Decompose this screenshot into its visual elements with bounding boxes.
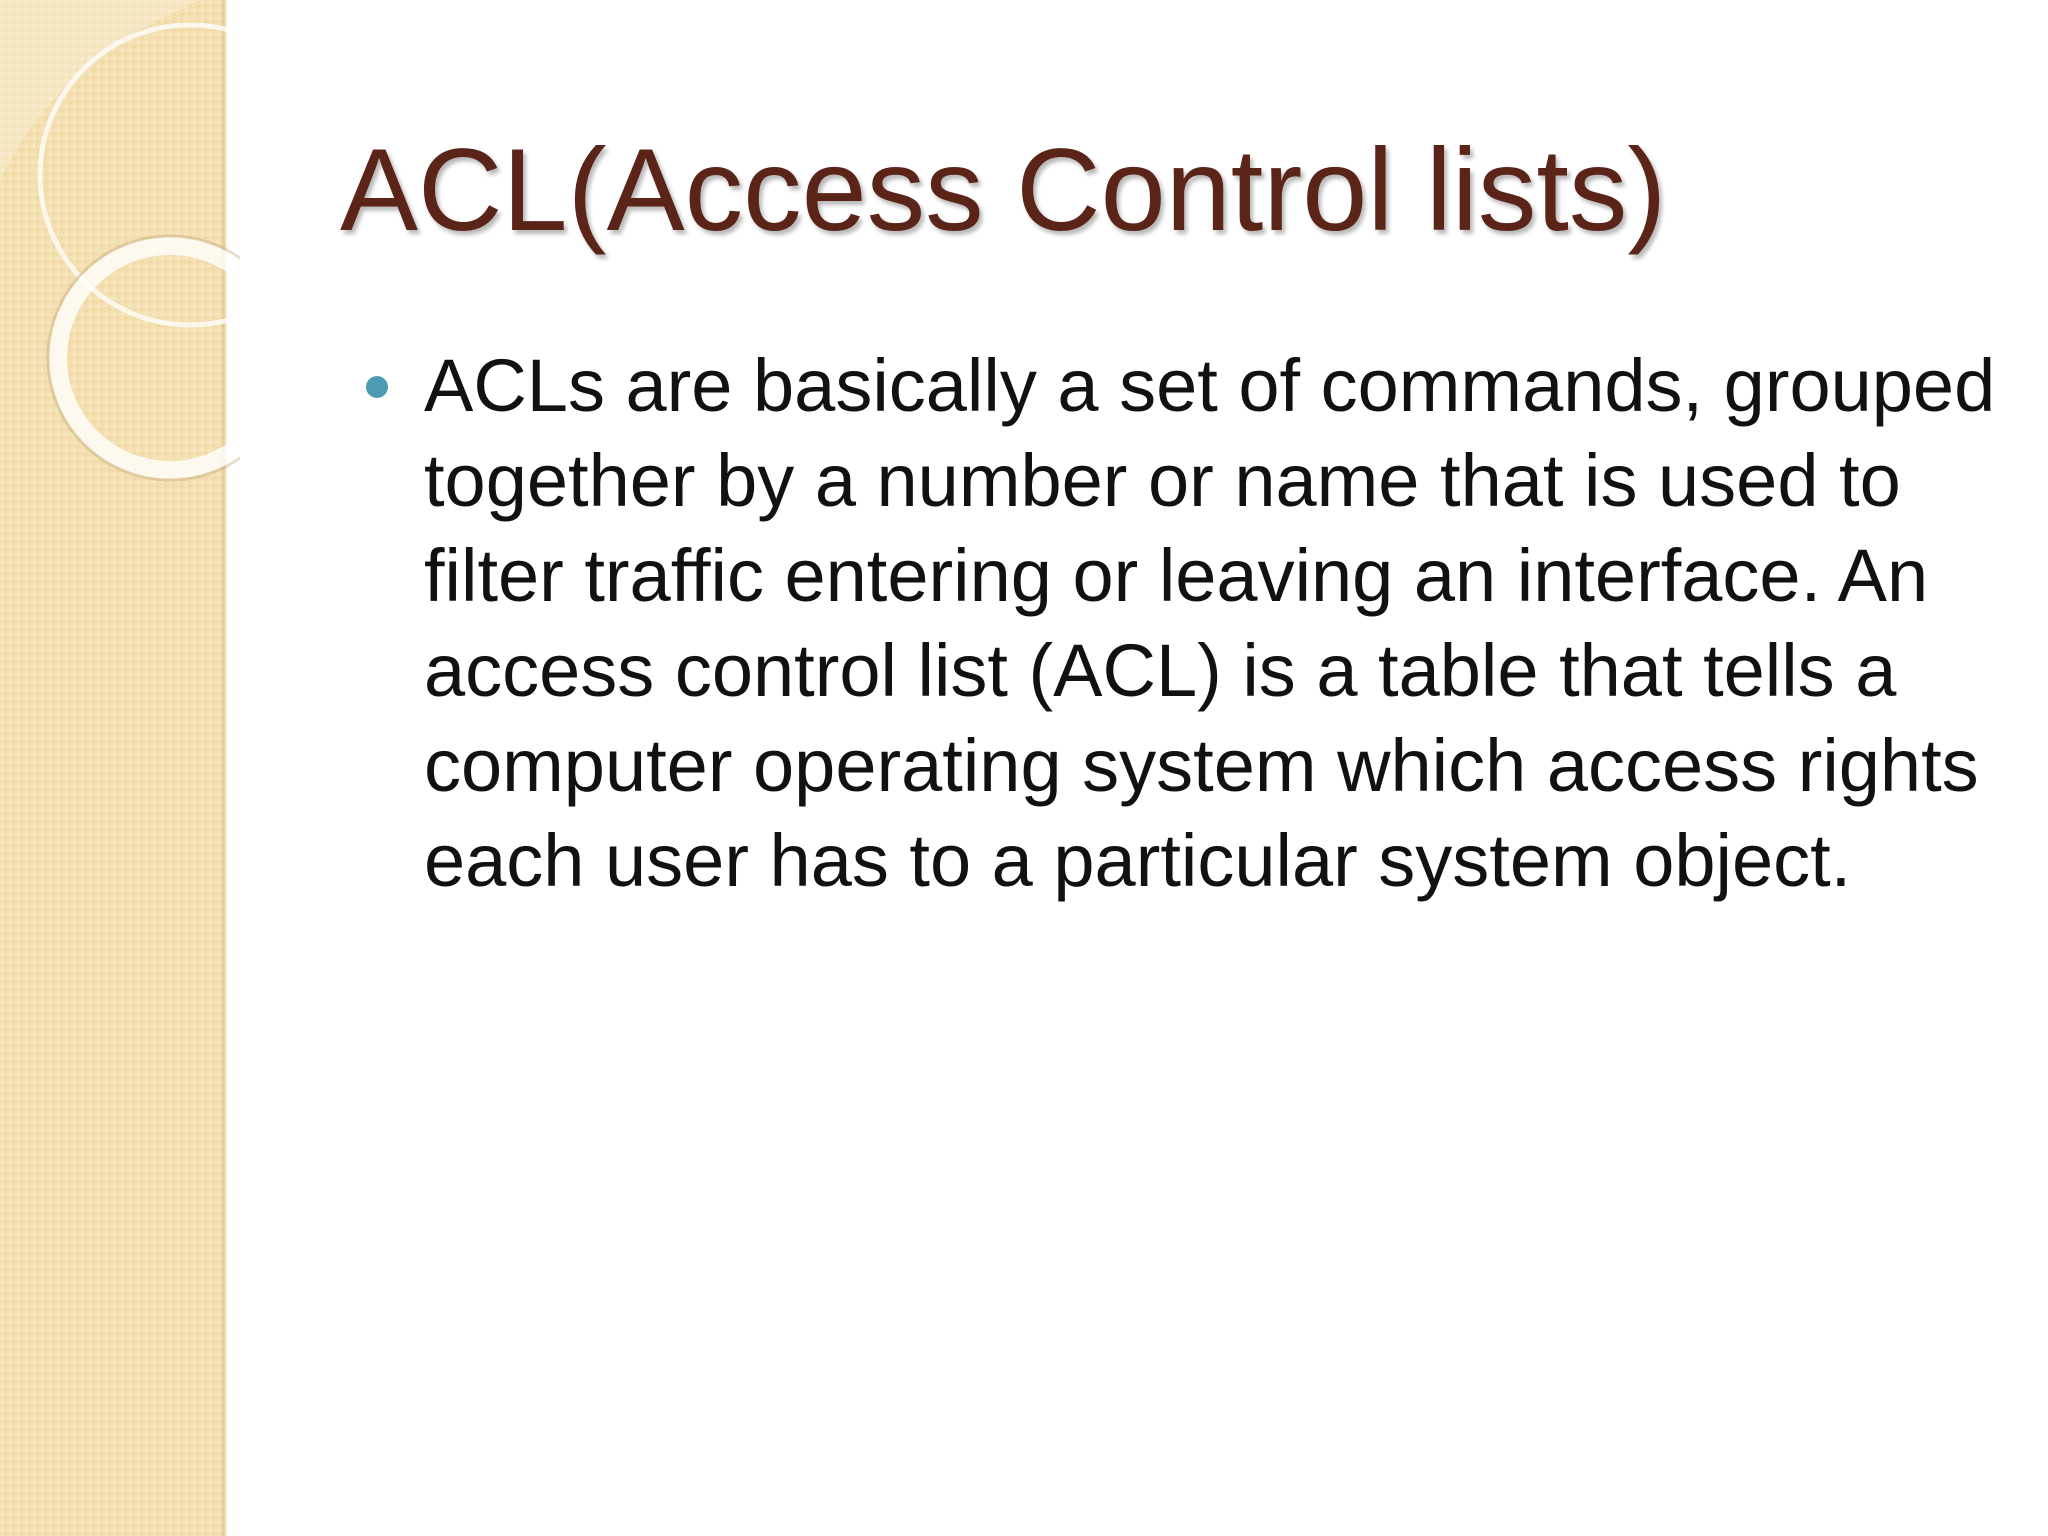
slide-title: ACL(Access Control lists) [340,124,1667,255]
thick-ring [58,246,240,470]
decorative-rings [0,0,240,520]
bullet-item [366,338,2006,908]
bullet-list [366,338,2006,908]
bullet-dot-icon [366,376,388,398]
bullet-text: ACLs are basically a set of commands, grouped together by a number or name that is used to filter traffic entering or leaving an interface. An access control list (ACL) is a table that tells a computer operating system which access rights each user has to a particular system object. [424,344,1996,902]
